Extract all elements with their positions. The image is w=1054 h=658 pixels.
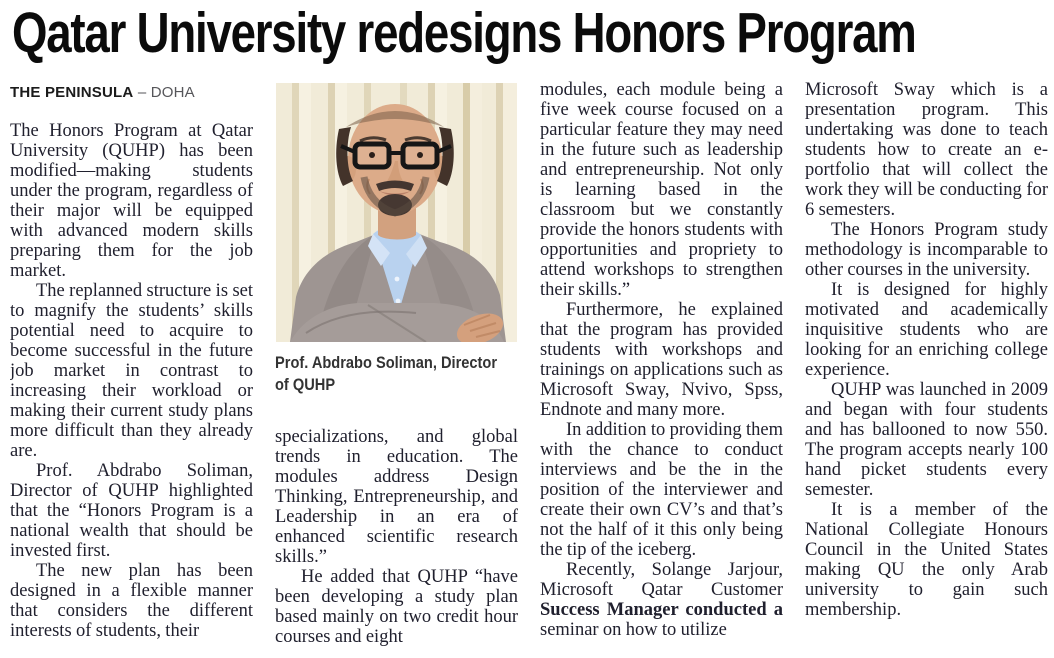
column-3 (540, 80, 783, 646)
paragraph: specializations, and global trends in education. The modules address Design Thinking, Entrepreneurship, and Leadership in an era of enhanced scientific research skills.” (275, 427, 518, 567)
paragraph: He added that QUHP “have been developing a study plan based mainly on two credit hour courses and eight (275, 567, 518, 646)
byline (10, 84, 253, 101)
paragraph: Furthermore, he explained that the program has provided students with workshops and trainings on applications such as Microsoft Sway, Nvivo, Spss, Endnote and many more. (540, 300, 783, 420)
paragraph: The Honors Program at Qatar University (QUHP) has been modified—making students under the program, regardless of their major will be equipped with advanced modern skills preparing them for the job market. (10, 121, 253, 281)
paragraph: Microsoft Sway which is a presentation program. This undertaking was done to teach students how to create an e-portfolio that will collect the work they will be conducting for 6 semesters. (805, 80, 1048, 220)
column-1 (10, 80, 253, 646)
photo-caption-line2: of QUHP (275, 375, 336, 394)
article-headline: Qatar University redesigns Honors Program (12, 1, 916, 65)
paragraph: It is a member of the National Collegiate Honours Council in the United States making QU the only Arab university to gain such membership. (805, 500, 1048, 620)
byline-location: DOHA (150, 84, 195, 101)
column-2 (275, 80, 518, 646)
photo-caption (275, 352, 518, 396)
headline-row (12, 0, 1054, 72)
paragraph (540, 560, 783, 640)
paragraph: The new plan has been designed in a flexible manner that considers the different interests of students, their (10, 561, 253, 641)
bold-text: Success Manager conducted a (540, 600, 783, 620)
paragraph: The Honors Program study methodology is incomparable to other courses in the university. (805, 220, 1048, 280)
paragraph-text: Recently, Solange Jarjour, Microsoft Qatar Customer (540, 560, 783, 600)
portrait-photo (275, 83, 518, 342)
paragraph: QUHP was launched in 2009 and began with four students and has ballooned to now 550. The program accepts nearly 100 hand picket students every semester. (805, 380, 1048, 500)
byline-source: THE PENINSULA (10, 84, 134, 101)
portrait-photo-illustration (275, 83, 518, 342)
column-4 (805, 80, 1048, 646)
paragraph: In addition to providing them with the chance to conduct interviews and be the in the position of the interviewer and create their own CV’s and that’s not the half of it this only being the tip of the iceberg. (540, 420, 783, 560)
paragraph-text: seminar on how to utilize (540, 620, 727, 640)
paragraph: modules, each module being a five week course focused on a particular feature they may need in the future such as leadership and entrepreneurship. Not only is learning based in the classroom but we constantly provide the honors students with opportunities and propriety to attend workshops to strengthen their skills.” (540, 80, 783, 300)
paragraph: The replanned structure is set to magnify the students’ skills potential need to acquire to become successful in the future job market in contrast to increasing their workload or making their current study plans more difficult than they already are. (10, 281, 253, 461)
paragraph: It is designed for highly motivated and academically inquisitive students who are looking for an enriching college experience. (805, 280, 1048, 380)
article-columns (10, 80, 1048, 646)
photo-caption-line1: Prof. Abdrabo Soliman, Director (275, 353, 498, 372)
paragraph: Prof. Abdrabo Soliman, Director of QUHP highlighted that the “Honors Program is a national wealth that should be invested first. (10, 461, 253, 561)
byline-separator: – (137, 84, 147, 101)
